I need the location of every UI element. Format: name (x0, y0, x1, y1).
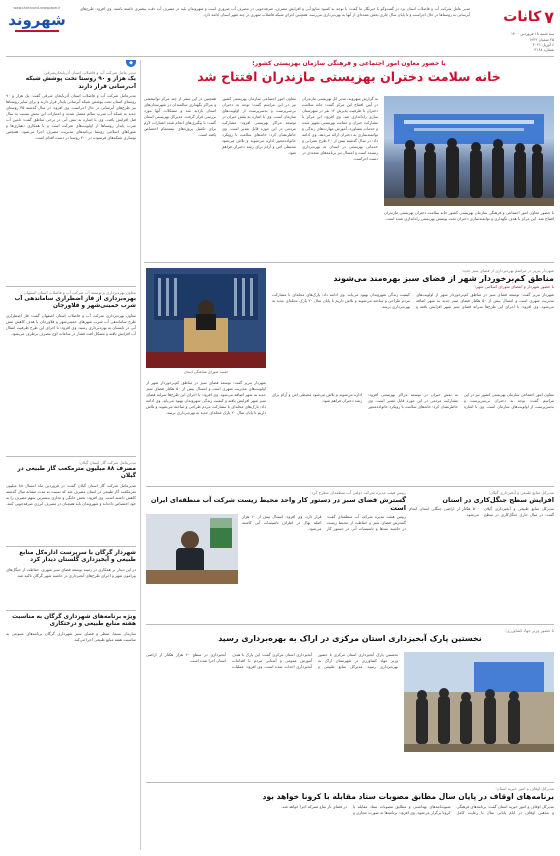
lead-body-col-1: به گزارش شهروند، مدیر کل بهزیستی مازندران در آیین افتتاح این مرکز گفت: خانه سلامت دختران با ظرفیت پذیرش ۱۲ نفر در شهرستان ساری راه‌اندازی شد. وی افزود: این مرکز با مشارکت خیران و حمایت بهزیستی تجهیز شده و خدمات مشاوره، آموزش مهارت‌های زندگی و توانمندسازی به دختران ارائه می‌دهد. وی ادامه داد: در سال گذشته بیش از ۴۰ طرح عمرانی و خدماتی بهزیستی در استان به بهره‌برداری رسیده است و امسال نیز برنامه‌های متعددی در دست اجراست. (302, 96, 378, 162)
story-headline[interactable]: ویژه برنامه‌های شهرداری گرگان به مناسبت هفته منابع طبیعی و درختکاری (12, 613, 136, 628)
story-headline[interactable]: مصرف ۸۸ میلیون مترمکعب گاز طبیعی در گیلان (17, 465, 136, 480)
meeting-photo-caption: جلسه شورای هماهنگی استان (183, 370, 229, 374)
middle-story-a[interactable] (272, 268, 554, 388)
left-story-4[interactable] (6, 550, 136, 607)
left-story-5[interactable] (6, 614, 136, 671)
lead-photo-svg (384, 96, 554, 206)
story-kicker: مدیرکل اوقاف و امور خیریه استان: (495, 786, 554, 791)
brand-url: www.shahrvand-newspaper.ir (13, 6, 61, 10)
lead-body-col-2: معاون امور اجتماعی سازمان بهزیستی کشور نیز در این مراسم گفت: توجه به دختران بی‌سرپرست و بدسرپرست از اولویت‌های سازمان است. وی با اشاره به نقش خیران در توسعه مراکز بهزیستی افزود: مشارکت مردمی در این حوزه قابل تقدیر است. وی خاطرنشان کرد: خانه‌های سلامت با رویکرد خانواده‌محور اداره می‌شوند و تلاش می‌شود محیطی امن و آرام برای رشد دختران فراهم شود. (222, 96, 296, 156)
middle-story-c[interactable] (146, 628, 554, 778)
story-kicker: رییس هیئت مدیره شرکت دولتی آب منطقه‌ای مطرح کرد: (310, 490, 406, 495)
issue-date: ۶ آوریل ۲۰۲۱ (532, 41, 554, 47)
story-body: در این دیدار بر همکاری در زمینه توسعه فضای سبز شهری، حفاظت از جنگل‌های پیرامون شهر و اجرای طرح‌های آبخیزداری در حاشیه شهر گرگان تاکید شد. (6, 566, 136, 578)
brand-name: شهروند (8, 10, 66, 29)
section-badge-icon: ◆ (126, 60, 136, 67)
story-body: سازمان سیما، منظر و فضای سبز شهرداری گرگان برنامه‌های متنوعی به مناسبت هفته منابع طبیعی اجرا می‌کند. (6, 630, 136, 642)
meeting-photo (146, 268, 266, 368)
story-body: مدیرعامل شرکت آب و فاضلاب استان آذربایجان شرقی گفت: یک هزار و ۹۰ روستای استان تحت پوشش شبکه آبرسانی پایدار قرار دارند و برای سایر روستاها نیز طرح‌های آبرسانی در حال اجراست. وی افزود: در سال گذشته ۳۵ روستای جدید به شبکه آب شرب سالم متصل شدند و اعتبارات این بخش نسبت به سال قبل افزایش یافت. وی با اشاره به تنش آبی در برخی مناطق گفت: تامین آب شرب پایدار روستاها از اولویت‌های شرکت است و با همکاری دهیاری‌ها و شوراهای اسلامی روستا برنامه‌های مدیریت مصرف اجرا می‌شود. همچنین نوسازی شبکه‌های فرسوده در ۲۰۰ روستا در دست اقدام است. (6, 93, 136, 141)
lead-kicker: با حضور معاون امور اجتماعی و فرهنگی سازمان بهزیستی کشور؛ (252, 60, 446, 67)
left-story-3[interactable] (6, 460, 136, 543)
story-kicker: شهردار تبریز در مراسم بهره‌برداری از فضای سبز جدید: (461, 268, 554, 273)
story-kicker: با حضور وزیر جهاد کشاورزی؛ (505, 628, 554, 633)
issue-dates (476, 31, 554, 52)
bottom-story[interactable] (146, 786, 554, 852)
story-body: رییس هیئت مدیره شرکت آب منطقه‌ای گفت: گسترش فضای سبز و حفاظت از محیط زیست در حاشیه سدها و تاسیسات آبی در دستور کار قرار دارد. وی افزود: امسال بیش از ۱۰ هزار اصله نهال در اطراف تاسیسات آبی کاشته می‌شود. (242, 514, 406, 532)
story-headline[interactable]: برنامه‌های اوقاف در پایان سال مطابق مصوبات ستاد مقابله با کرونا خواهد بود (262, 791, 554, 801)
story-headline[interactable]: مناطق کم‌برخوردار شهر از فضای سبز بهره‌مند می‌شوند (333, 273, 554, 283)
middle-story-a-continued: شهردار تبریز گفت: توسعه فضای سبز در مناطق کم‌برخوردار شهر از اولویت‌های مدیریت شهری است و امسال بیش از ۵۰ هکتار فضای سبز جدید به شهر اضافه می‌شود. وی افزود: با اجرای این طرح‌ها سرانه فضای سبز شهر افزایش یافته و کیفیت زندگی شهروندان بهبود می‌یابد. وی ادامه داد: پارک‌های محله‌ای با مشارکت مردم طراحی و ساخته می‌شوند و تلاش داریم تا پایان سال ۲۰ پارک محله‌ای جدید به بهره‌برداری برسد. (146, 380, 266, 416)
page-number: ۷ (544, 8, 554, 27)
meeting-photo-svg (146, 268, 266, 368)
issue-date: سه شنبه ۱۸ فروردین ۱۴۰۰ (510, 31, 554, 37)
park-opening-photo-svg (404, 652, 554, 752)
official-photo-svg (146, 514, 238, 584)
story-body: مدیرکل منابع طبیعی و آبخیزداری گیلان گفت: در سال جاری جنگل‌کاری در سطح ۵۰۰ هکتار از اراضی جنگلی استان انجام می‌شود. (409, 506, 554, 518)
issue-date: ۲۵ شعبان ۱۴۴۲ (529, 36, 554, 42)
story-kicker: معاون بهره‌برداری و توسعه آب شرکت آب و فاضلاب استان اصفهان: (22, 290, 136, 296)
lead-photo (384, 96, 554, 206)
brand-logo (6, 6, 68, 46)
story-headline[interactable]: شهردار گرگان با سرپرست اداره‌کل منابع طبیعی و آبخیزداری گلستان دیدار کرد (19, 549, 136, 564)
story-body: مدیرعامل شرکت گاز استان گیلان گفت: در فروردین ماه امسال ۸۸ میلیون مترمکعب گاز طبیعی در استان مصرف شد که نسبت به مدت مشابه سال گذشته کاهش داشته است. وی افزود: بخش خانگی و تجاری بیشترین سهم مصرف را به خود اختصاص داده‌اند و شهروندان باید همچنان در مصرف انرژی صرفه‌جویی کنند. (6, 482, 136, 506)
masthead-intro: مدیر عامل شرکت آب و فاضلاب استان یزد در گفت‌وگو با خبرنگار ما گفت: با توجه به کمبود منابع آبی و افزایش مصرف، صرفه‌جویی در مصرف آب ضروری است و شهروندان باید در مصرف آب دقت بیشتری داشته باشند. وی افزود: طرح‌های آبرسانی به روستاها در حال اجراست و تا پایان سال جاری بخش عمده‌ای از آنها به بهره‌برداری می‌رسد. همچنین اجرای شبکه فاضلاب شهری در چند شهر استان ادامه دارد. (80, 6, 470, 17)
masthead (476, 6, 554, 56)
story-headline[interactable]: نخستین پارک آبخیزداری استان مرکزی در اراک به بهره‌برداری رسید (218, 633, 482, 643)
middle-story-b[interactable] (146, 490, 406, 620)
section-title: کانات (503, 9, 542, 26)
story-kicker: مدیرکل منابع طبیعی و آبخیزداری گیلان: (488, 490, 554, 495)
story-body: معاون بهره‌برداری شرکت آب و فاضلاب استان اصفهان گفت: فاز اضطراری طرح ساماندهی آب شرب شهرهای خمینی‌شهر و فلاورجان با هدف کاهش تنش آبی در تابستان به بهره‌برداری رسید. وی افزود: با اجرای این طرح ظرفیت انتقال آب افزایش یافته و مشکل افت فشار در ساعات اوج مصرف برطرف می‌شود. (6, 312, 136, 337)
lead-photo-caption: با حضور معاون امور اجتماعی و فرهنگی سازمان بهزیستی کشور خانه سلامت دختران بهزیستی مازندران افتتاح شد. این مرکز با هدف نگهداری و توانمندسازی دختران تحت پوشش بهزیستی راه‌اندازی شده است. (384, 210, 554, 222)
left-story-2[interactable] (6, 290, 136, 453)
story-body: نخستین پارک آبخیزداری استان مرکزی با حضور وزیر جهاد کشاورزی در شهرستان اراک به بهره‌برداری رسید. مدیرکل منابع طبیعی و آبخیزداری استان مرکزی گفت: این پارک با هدف آموزش عمومی و آشنایی مردم با اقدامات آبخیزداری احداث شده است. وی افزود: عملیات آبخیزداری در سطح ۶۰ هزار هکتار از اراضی استان اجرا شده است. (146, 652, 398, 670)
story-body: مدیرکل اوقاف و امور خیریه استان گفت: برنامه‌های فرهنگی و مذهبی اوقاف در ایام پایانی سال با رعایت کامل شیوه‌نامه‌های بهداشتی و مطابق مصوبات ستاد مقابله با کرونا برگزار می‌شود. وی افزود: برنامه‌ها به صورت مجازی و در فضای باز بقاع متبرکه اجرا خواهد شد. (281, 803, 554, 815)
official-photo (146, 514, 238, 584)
lead-story[interactable] (144, 60, 554, 260)
middle-story-d[interactable] (409, 490, 554, 620)
story-subhead: با حضور شهردار و اعضای شورای اسلامی شهر؛ (474, 284, 554, 290)
page-number-badge (476, 6, 554, 29)
left-column (6, 60, 136, 850)
story-headline[interactable]: گسترش فضای سبز در دستور کار واحد محیط زیست شرکت آب منطقه‌ای ایران است (150, 495, 406, 513)
left-story-1[interactable] (6, 70, 136, 283)
story-kicker: مدیر عامل شرکت آب و فاضلاب استان آذربایجان‌شرقی: (42, 70, 136, 76)
issue-number: شماره ۳۱۶۸ (534, 47, 554, 53)
story-headline[interactable]: بهره‌برداری از فاز اضطراری ساماندهی آب شرب خمینی‌شهر و فلاورجان (14, 295, 136, 310)
story-kicker: مدیرعامل شرکت گاز استان گیلان: (78, 459, 136, 465)
park-opening-photo (404, 652, 554, 752)
story-body: شهردار تبریز گفت: توسعه فضای سبز در مناطق کم‌برخوردار شهر از اولویت‌های مدیریت شهری است و امسال بیش از ۵۰ هکتار فضای سبز جدید به شهر اضافه می‌شود. وی افزود: با اجرای این طرح‌ها سرانه فضای سبز شهر افزایش یافته و کیفیت زندگی شهروندان بهبود می‌یابد. وی ادامه داد: پارک‌های محله‌ای با مشارکت مردم طراحی و ساخته می‌شوند و تلاش داریم تا پایان سال ۲۰ پارک محله‌ای جدید به بهره‌برداری برسد. (272, 291, 554, 310)
lead-headline[interactable]: خانه سلامت دختران بهزیستی مازندران افتتاح شد (197, 68, 501, 84)
lead-body-col-3: همچنین در این سفر از چند مرکز توانبخشی و مراکز نگهداری سالمندان در شهرستان‌های استان بازدید شد و مشکلات آنها مورد بررسی قرار گرفت. مدیرکل بهزیستی استان گفت: با پیگیری‌های انجام شده اعتبارات لازم برای تکمیل پروژه‌های نیمه‌تمام اختصاص یافته است. (144, 96, 216, 138)
middle-story-a-col-3: معاون امور اجتماعی سازمان بهزیستی کشور نیز در این مراسم گفت: توجه به دختران بی‌سرپرست و بدسرپرست از اولویت‌های سازمان است. وی با اشاره به نقش خیران در توسعه مراکز بهزیستی افزود: مشارکت مردمی در این حوزه قابل تقدیر است. وی خاطرنشان کرد: خانه‌های سلامت با رویکرد خانواده‌محور اداره می‌شوند و تلاش می‌شود محیطی امن و آرام برای رشد دختران فراهم شود. (272, 392, 554, 410)
story-headline[interactable]: یک هزار و ۹۰ روستا تحت پوشش شبکه آب‌رسانی قرار دارند (25, 76, 136, 90)
story-headline[interactable]: افزایش سطح جنگل‌کاری در استان (442, 495, 554, 504)
